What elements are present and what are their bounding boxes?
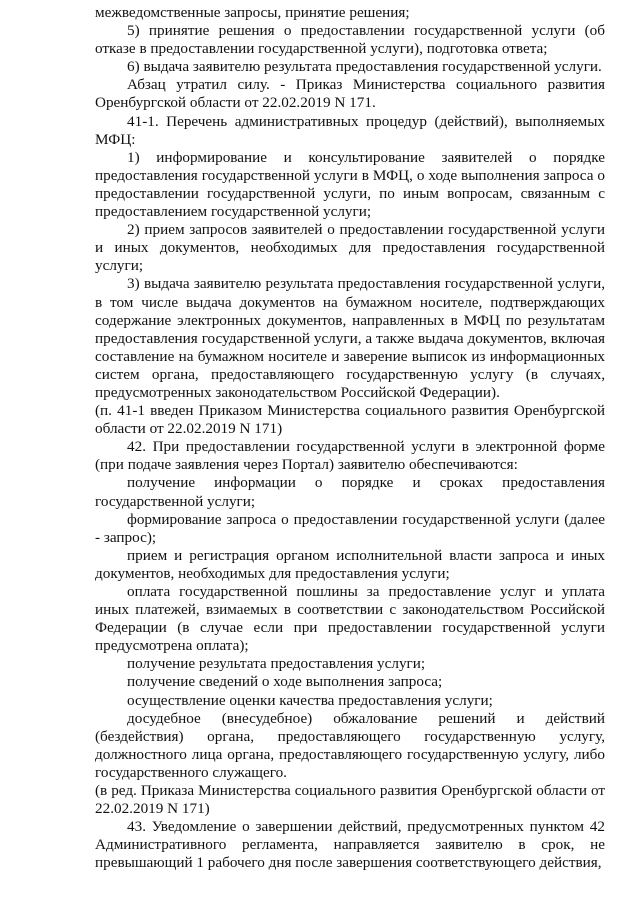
paragraph-42-item-info: получение информации о порядке и сроках предоставления государственной услуги;: [95, 474, 605, 510]
paragraph-42-item-appeal: досудебное (внесудебное) обжалование решений и действий (бездействия) органа, предоставляющего государственную услугу, должностного лица органа, предоставляющего государственную услугу, либо государственного служащего.: [95, 709, 605, 781]
paragraph-41-1-item-3: 3) выдача заявителю результата предоставления государственной услуги, в том числе выдача документов на бумажном носителе, подтверждающих содержание электронных документов, направленных в МФЦ по результатам предоставления государственной услуги, а также выдача документов, включая составление на бумажном носителе и заверение выписок из информационных систем органа, предоставляющего государственную услугу (в случаях, предусмотренных законодательством Российской Федерации).: [95, 275, 605, 401]
paragraph-42-item-payment: оплата государственной пошлины за предоставление услуг и уплата иных платежей, взимаемых в соответствии с законодательством Российской Федерации (в случае если при предоставлении государственной услуги предусмотрена оплата);: [95, 583, 605, 655]
paragraph-42-item-result: получение результата предоставления услуги;: [127, 655, 426, 673]
paragraph-repealed-note: Абзац утратил силу. - Приказ Министерства социального развития Оренбургской области от 22.02.2019 N 171.: [95, 76, 605, 112]
paragraph-item-6: 6) выдача заявителю результата предоставления государственной услуги.: [127, 58, 602, 76]
paragraph-42-item-registration: прием и регистрация органом исполнительной власти запроса и иных документов, необходимых для предоставления услуги;: [95, 546, 605, 582]
paragraph-42-item-status: получение сведений о ходе выполнения запроса;: [127, 673, 443, 691]
document-page: [95, 4, 605, 873]
paragraph-42-item-request: формирование запроса о предоставлении государственной услуги (далее - запрос);: [95, 510, 605, 546]
paragraph-41-1-amendment-note: (п. 41-1 введен Приказом Министерства социального развития Оренбургской области от 22.02.2019 N 171): [95, 402, 605, 438]
paragraph-42-item-quality: осуществление оценки качества предоставления услуги;: [127, 691, 493, 709]
paragraph-41-1-item-1: 1) информирование и консультирование заявителей о порядке предоставления государственной услуги в МФЦ, о ходе выполнения запроса о предоставлении государственной услуги, по иным вопросам, связанным с предоставлением государственной услуги;: [95, 148, 605, 221]
paragraph-continuation: межведомственные запросы, принятие решения;: [95, 4, 410, 21]
paragraph-41-1-heading: 41-1. Перечень административных процедур (действий), выполняемых МФЦ:: [95, 112, 605, 148]
paragraph-43: 43. Уведомление о завершении действий, предусмотренных пунктом 42 Административного регламента, направляется заявителю в срок, не превышающий 1 рабочего дня после завершения соответствующего действия,: [95, 818, 605, 872]
paragraph-item-5: 5) принятие решения о предоставлении государственной услуги (об отказе в предоставлении государственной услуги), подготовка ответа;: [95, 22, 605, 58]
paragraph-41-1-item-2: 2) прием запросов заявителей о предоставлении государственной услуги и иных документов, необходимых для предоставления государственной услуги;: [95, 221, 605, 275]
paragraph-42-amendment-note: (в ред. Приказа Министерства социального развития Оренбургской области от 22.02.2019 N 171): [95, 782, 605, 818]
paragraph-42-heading: 42. При предоставлении государственной услуги в электронной форме (при подаче заявления через Портал) заявителю обеспечиваются:: [95, 438, 605, 474]
